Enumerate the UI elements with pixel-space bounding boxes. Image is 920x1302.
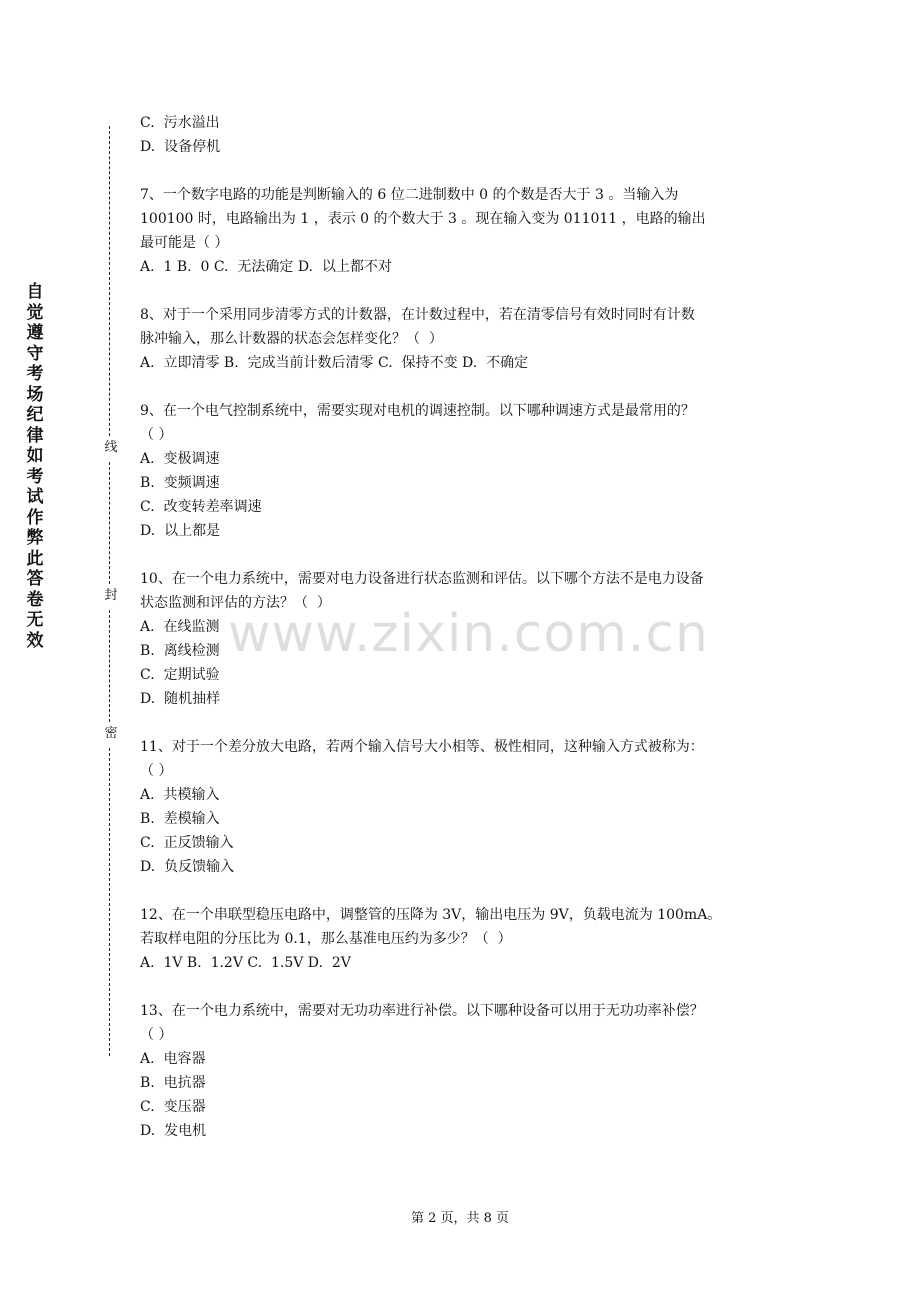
block-spacer [140,711,800,735]
block-spacer [140,543,800,567]
question-line: A. 1 B. 0 C. 无法确定 D. 以上都不对 [140,259,392,275]
block-spacer [140,879,800,903]
question-line: C. 定期试验 [140,667,220,683]
question-line: 8、对于一个采用同步清零方式的计数器，在计数过程中，若在清零信号有效时同时有计数 [140,307,695,323]
block-spacer [140,159,800,183]
seal-mark-line: 线 [102,440,120,456]
question-line: B. 离线检测 [140,643,220,659]
question-line: A. 1V B. 1.2V C. 1.5V D. 2V [140,955,351,971]
question-line: 11、对于一个差分放大电路，若两个输入信号大小相等、极性相同，这种输入方式被称为： [140,739,704,755]
question-line: A. 在线监测 [140,619,220,635]
binding-line-segment [109,462,110,584]
question-line: 若取样电阻的分压比为 0.1，那么基准电压约为多少？（ ） [140,931,512,947]
question-line: 7、一个数字电路的功能是判断输入的 6 位二进制数中 0 的个数是否大于 3 。当输入为 [140,187,679,203]
question-line: （ ） [140,427,173,443]
question-line: 脉冲输入，那么计数器的状态会怎样变化？（ ） [140,331,443,347]
question-line: A. 共模输入 [140,787,220,803]
question-line: D. 负反馈输入 [140,859,235,875]
question-line: A. 变极调速 [140,451,220,467]
block-spacer [140,975,800,999]
binding-line-segment [109,610,110,722]
question-line: 100100 时，电路输出为 1 ，表示 0 的个数大于 3 。现在输入变为 011011 ，电路的输出 [140,211,706,227]
question-line: 12、在一个串联型稳压电路中，调整管的压降为 3V，输出电压为 9V，负载电流为 100mA。 [140,907,722,923]
question-line: C. 变压器 [140,1099,206,1115]
binding-line-segment [109,748,110,1056]
question-line: D. 设备停机 [140,139,221,155]
question-line: 状态监测和评估的方法？（ ） [140,595,331,611]
block-spacer [140,375,800,399]
question-list [140,111,800,1143]
watermark: www.zixin.com.cn [228,604,709,664]
question-line: B. 电抗器 [140,1075,206,1091]
question-line: B. 变频调速 [140,475,220,491]
question-line: B. 差模输入 [140,811,220,827]
question-line: A. 立即清零 B. 完成当前计数后清零 C. 保持不变 D. 不确定 [140,355,529,371]
question-line: 13、在一个电力系统中，需要对无功功率进行补偿。以下哪种设备可以用于无功功率补偿？ [140,1003,704,1019]
question-line: 9、在一个电气控制系统中，需要实现对电机的调速控制。以下哪种调速方式是最常用的？ [140,403,695,419]
question-line: 最可能是（ ） [140,235,229,251]
question-line: C. 改变转差率调速 [140,499,262,515]
block-spacer [140,279,800,303]
page-footer: 第 2 页，共 8 页 [410,1211,510,1226]
question-line: A. 电容器 [140,1051,206,1067]
question-line: D. 以上都是 [140,523,221,539]
question-line: 10、在一个电力系统中，需要对电力设备进行状态监测和评估。以下哪个方法不是电力设备 [140,571,704,587]
question-line: （ ） [140,763,173,779]
question-line: （ ） [140,1027,173,1043]
binding-line-segment [109,126,110,436]
question-line: D. 随机抽样 [140,691,221,707]
exam-discipline-notice: 自觉遵守考场纪律如考试作弊此答卷无效 [26,282,44,651]
question-line: C. 正反馈输入 [140,835,234,851]
question-line: C. 污水溢出 [140,115,220,131]
seal-mark-secret: 密 [102,726,120,742]
seal-mark-seal: 封 [102,588,120,604]
question-line: D. 发电机 [140,1123,207,1139]
